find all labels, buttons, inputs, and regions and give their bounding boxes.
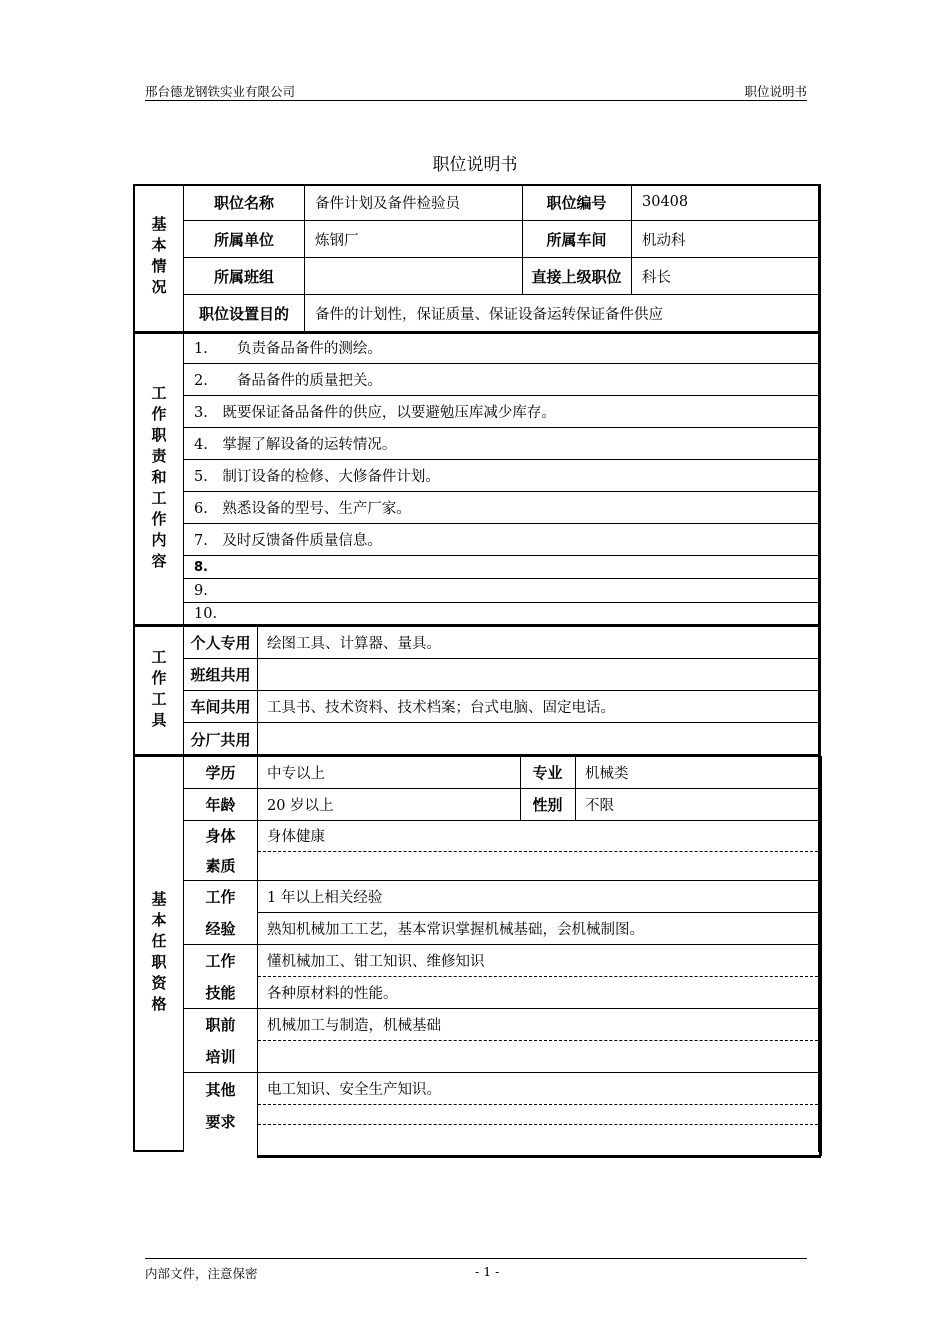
tool-value-plant bbox=[267, 723, 812, 756]
duty-item: 2. 备品备件的质量把关。 bbox=[194, 373, 382, 389]
skills-label: 工作 bbox=[205, 952, 236, 970]
section-qualifications-label: 基本任职资格 bbox=[135, 756, 184, 1152]
training-label: 职前 bbox=[205, 1016, 236, 1034]
duty-item: 1. 负责备品备件的测绘。 bbox=[194, 341, 382, 357]
team-label: 所属班组 bbox=[213, 267, 274, 286]
purpose-label: 职位设置目的 bbox=[198, 305, 289, 323]
tool-label-workshop: 车间共用 bbox=[190, 698, 251, 716]
training-value: 机械加工与制造，机械基础 bbox=[267, 1018, 441, 1034]
superior-label: 直接上级职位 bbox=[531, 267, 622, 286]
page-header bbox=[145, 82, 807, 101]
document-title: 职位说明书 bbox=[432, 155, 518, 175]
section-tools-label: 工作工具 bbox=[135, 626, 184, 756]
page-footer bbox=[145, 1258, 807, 1281]
duty-item: 4. 掌握了解设备的运转情况。 bbox=[194, 437, 397, 453]
team-value bbox=[315, 258, 515, 294]
duty-item: 3. 既要保证备品备件的供应，以要避勉压库减少库存。 bbox=[194, 405, 556, 421]
health-label: 身体 bbox=[205, 826, 236, 845]
purpose-value: 备件的计划性，保证质量、保证设备运转保证备件供应 bbox=[315, 307, 663, 323]
skills-label-2: 技能 bbox=[205, 984, 236, 1002]
position-no-value: 30408 bbox=[642, 194, 689, 210]
gender-value: 不限 bbox=[585, 798, 614, 814]
tool-label-personal: 个人专用 bbox=[190, 633, 251, 652]
training-label-2: 培训 bbox=[205, 1048, 236, 1066]
header-doc-type: 职位说明书 bbox=[744, 84, 807, 99]
page-number: - 1 - bbox=[475, 1264, 500, 1279]
duty-item: 6. 熟悉设备的型号、生产厂家。 bbox=[194, 501, 411, 517]
tool-label-team: 班组共用 bbox=[190, 666, 251, 684]
position-name-value: 备件计划及备件检验员 bbox=[315, 195, 460, 212]
section-duties-label: 工作职责和工作内容 bbox=[135, 332, 184, 626]
superior-value: 科长 bbox=[642, 269, 671, 286]
position-name-label: 职位名称 bbox=[213, 193, 274, 212]
workshop-label: 所属车间 bbox=[546, 230, 607, 249]
tool-value-workshop: 工具书、技术资料、技术档案；台式电脑、固定电话。 bbox=[267, 700, 615, 716]
section-tools bbox=[133, 626, 821, 756]
unit-label: 所属单位 bbox=[213, 230, 274, 249]
other-value: 电工知识、安全生产知识。 bbox=[267, 1082, 441, 1098]
experience-value-1: 1 年以上相关经验 bbox=[267, 890, 383, 906]
major-value: 机械类 bbox=[585, 765, 629, 782]
experience-value-2: 熟知机械加工工艺，基本常识掌握机械基础，会机械制图。 bbox=[267, 922, 644, 938]
tool-value-team bbox=[267, 659, 812, 690]
other-label-2: 要求 bbox=[205, 1112, 236, 1131]
duty-item: 10. bbox=[194, 606, 218, 622]
unit-value: 炼钢厂 bbox=[315, 232, 359, 249]
company-name: 邢台德龙钢铁实业有限公司 bbox=[145, 84, 296, 99]
section-qualifications bbox=[133, 756, 821, 1152]
duty-item: 5. 制订设备的检修、大修备件计划。 bbox=[194, 469, 440, 485]
duty-item: 9. bbox=[194, 582, 208, 599]
other-label: 其他 bbox=[205, 1080, 236, 1099]
skills-value-1: 懂机械加工、钳工知识、维修知识 bbox=[267, 954, 485, 970]
confidential-note: 内部文件，注意保密 bbox=[145, 1266, 258, 1281]
workshop-value: 机动科 bbox=[642, 232, 686, 249]
education-label: 学历 bbox=[205, 763, 236, 782]
duty-item: 8. bbox=[194, 559, 208, 575]
experience-label: 工作 bbox=[205, 888, 236, 906]
major-label: 专业 bbox=[532, 763, 563, 782]
position-no-label: 职位编号 bbox=[546, 193, 607, 212]
education-value: 中专以上 bbox=[267, 765, 325, 782]
age-label: 年龄 bbox=[205, 796, 236, 814]
skills-value-2: 各种原材料的性能。 bbox=[267, 986, 398, 1002]
experience-label-2: 经验 bbox=[205, 920, 236, 938]
section-basic bbox=[133, 184, 821, 332]
health-label-2: 素质 bbox=[205, 856, 236, 875]
section-basic-label: 基本情况 bbox=[135, 184, 184, 332]
tool-value-personal: 绘图工具、计算器、量具。 bbox=[267, 635, 441, 652]
age-value: 20 岁以上 bbox=[267, 798, 334, 814]
duty-item: 7. 及时反馈备件质量信息。 bbox=[194, 533, 382, 549]
gender-label: 性别 bbox=[532, 796, 563, 814]
section-duties bbox=[133, 332, 821, 626]
health-value: 身体健康 bbox=[267, 828, 325, 845]
tool-label-plant: 分厂共用 bbox=[190, 731, 251, 749]
